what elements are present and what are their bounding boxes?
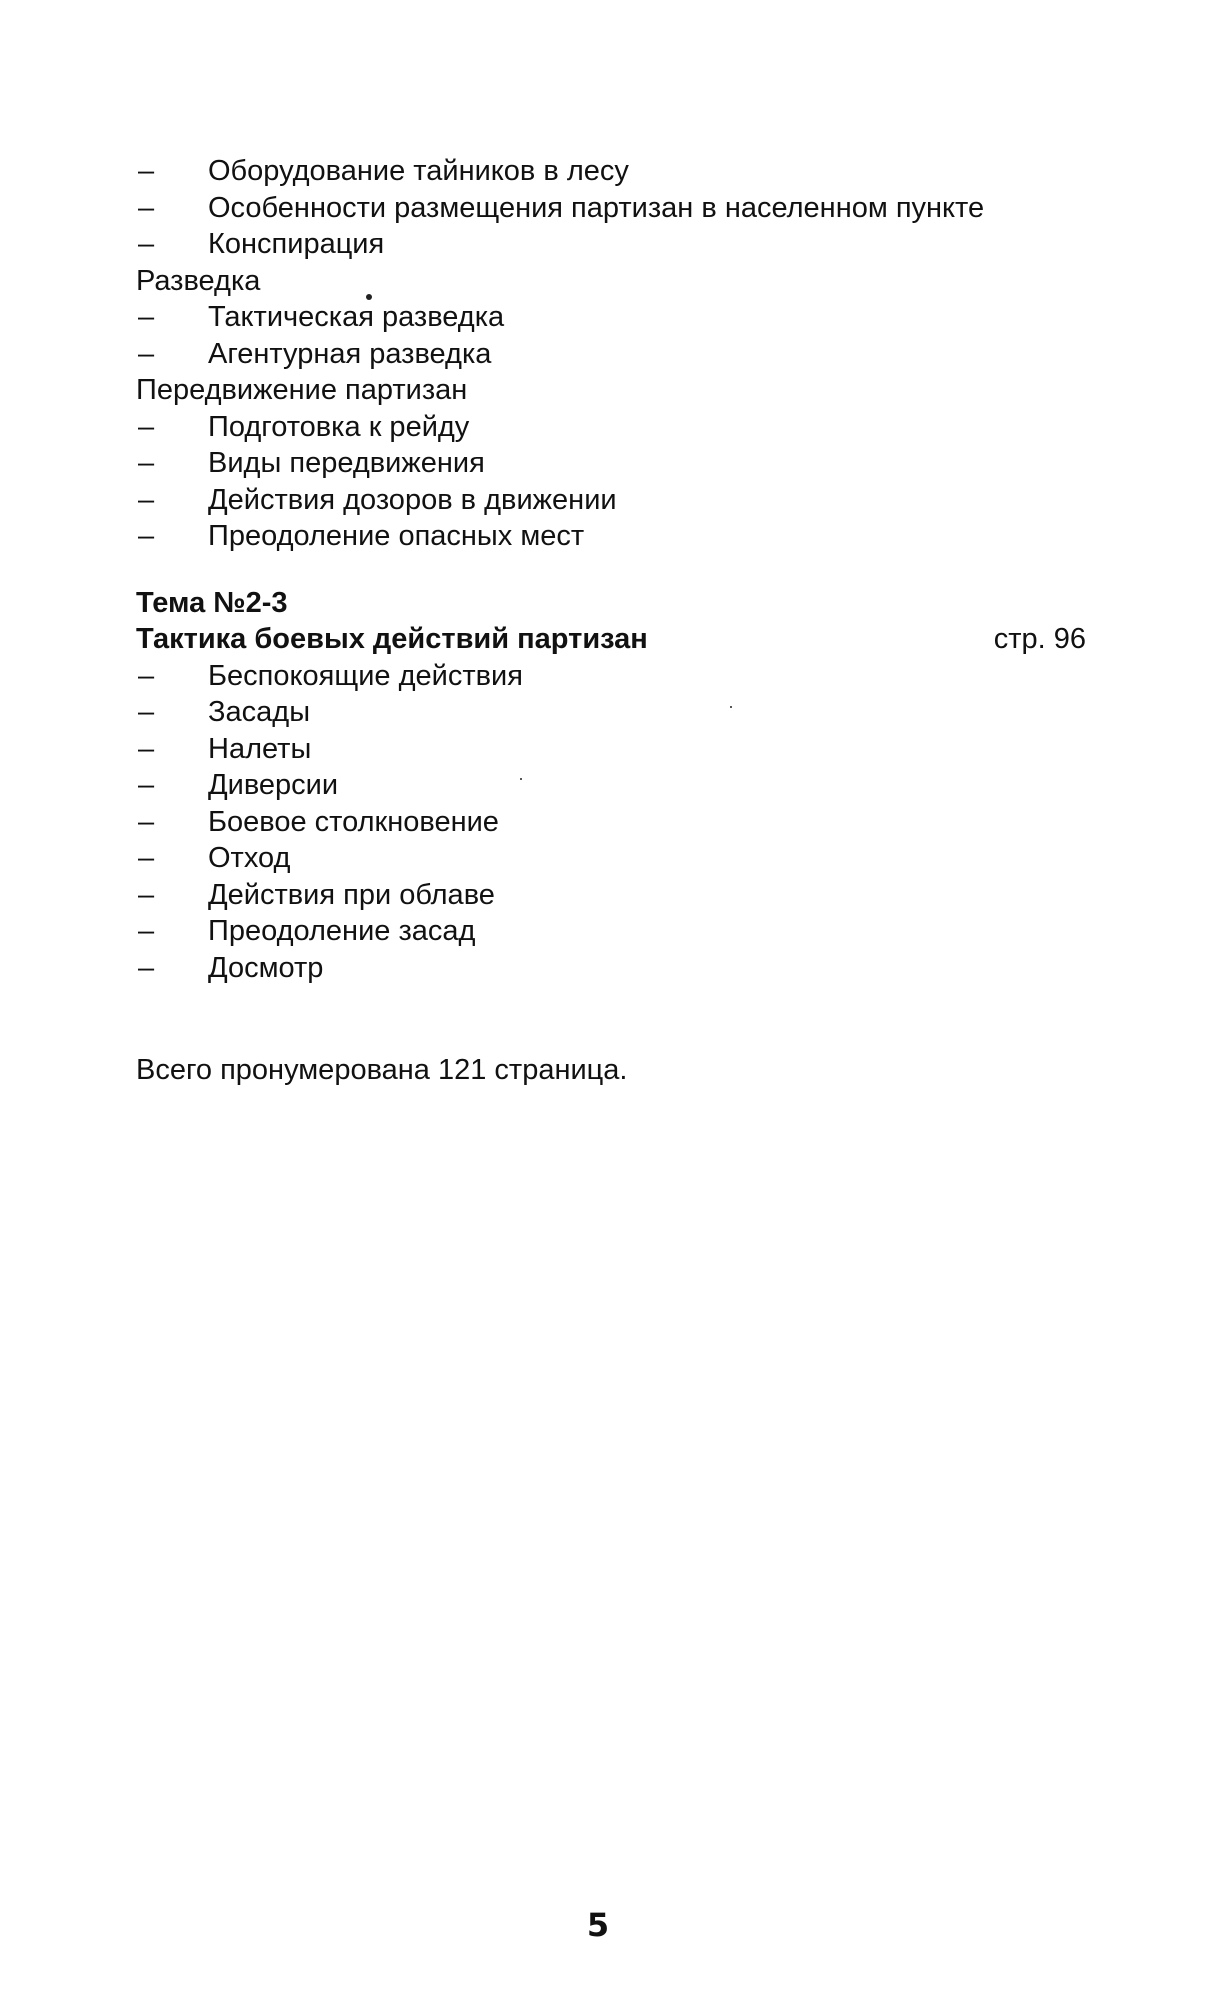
list-dash: –	[138, 732, 155, 765]
list-dash: –	[138, 191, 155, 224]
list-item-text: Боевое столкновение	[208, 805, 499, 838]
list-item-text: Действия при облаве	[208, 878, 495, 911]
list-dash: –	[138, 805, 155, 838]
list-item-text: Засады	[208, 696, 311, 728]
list-dash: –	[138, 228, 155, 260]
list-item-text: Налеты	[208, 732, 312, 765]
list-dash: –	[138, 659, 155, 692]
section-heading	[136, 263, 1096, 300]
list-item	[136, 518, 1096, 555]
list-dash: –	[138, 951, 155, 984]
list-item	[136, 877, 1096, 914]
list-item	[136, 153, 1096, 190]
list-dash: –	[138, 842, 155, 874]
list-item-text: Действия дозоров в движении	[208, 483, 617, 516]
list-item-text: Досмотр	[208, 951, 324, 984]
list-item-text: Преодоление засад	[208, 915, 476, 947]
list-item	[136, 299, 1096, 336]
list-item	[136, 804, 1096, 841]
list-item-text: Беспокоящие действия	[208, 659, 523, 692]
list-item	[136, 190, 1096, 227]
section-heading-text: Передвижение партизан	[136, 374, 468, 406]
list-item-text: Подготовка к рейду	[208, 410, 470, 443]
list-dash: –	[138, 301, 155, 333]
list-dash: –	[138, 878, 155, 911]
section-spacer	[136, 555, 1096, 585]
section-heading-text: Разведка	[136, 264, 261, 297]
list-item	[136, 226, 1096, 263]
list-dash: –	[138, 483, 155, 516]
list-item	[136, 409, 1096, 446]
list-item	[136, 482, 1096, 519]
list-item-text: Преодоление опасных мест	[208, 520, 585, 552]
scan-speck	[730, 706, 732, 708]
total-pages-note: Всего пронумерована 121 страница.	[136, 1054, 628, 1086]
list-item-text: Агентурная разведка	[208, 337, 492, 370]
list-item	[136, 658, 1096, 695]
list-dash: –	[138, 520, 155, 552]
scan-speck	[520, 778, 522, 780]
list-dash: –	[138, 410, 155, 443]
list-dash: –	[138, 337, 155, 370]
scan-speck	[366, 294, 372, 300]
list-item-text: Тактическая разведка	[208, 301, 505, 333]
list-dash: –	[138, 155, 155, 187]
topic-page-reference: стр. 96	[993, 623, 1086, 655]
topic-title: Тактика боевых действий партизан	[136, 623, 648, 655]
list-item-text: Отход	[208, 842, 291, 874]
list-item-text: Оборудование тайников в лесу	[208, 155, 629, 187]
topic-number	[136, 585, 1096, 622]
list-item-text: Особенности размещения партизан в населенном пункте	[208, 191, 985, 224]
topic-title-row	[136, 621, 1096, 658]
list-item-text: Конспирация	[208, 228, 385, 260]
list-item	[136, 731, 1096, 768]
list-dash: –	[138, 447, 155, 479]
section-heading	[136, 372, 1096, 409]
list-dash: –	[138, 769, 155, 801]
list-item-text: Виды передвижения	[208, 447, 485, 479]
list-item	[136, 445, 1096, 482]
list-item	[136, 913, 1096, 950]
list-item	[136, 336, 1096, 373]
list-dash: –	[138, 915, 155, 947]
list-item	[136, 767, 1096, 804]
topic-number-text: Тема №2-3	[136, 586, 288, 619]
page-number: 5	[586, 1906, 610, 1944]
list-dash: –	[138, 696, 155, 728]
list-item	[136, 950, 1096, 987]
list-item	[136, 694, 1096, 731]
list-item-text: Диверсии	[208, 769, 339, 801]
list-item	[136, 840, 1096, 877]
table-of-contents	[136, 153, 1096, 986]
